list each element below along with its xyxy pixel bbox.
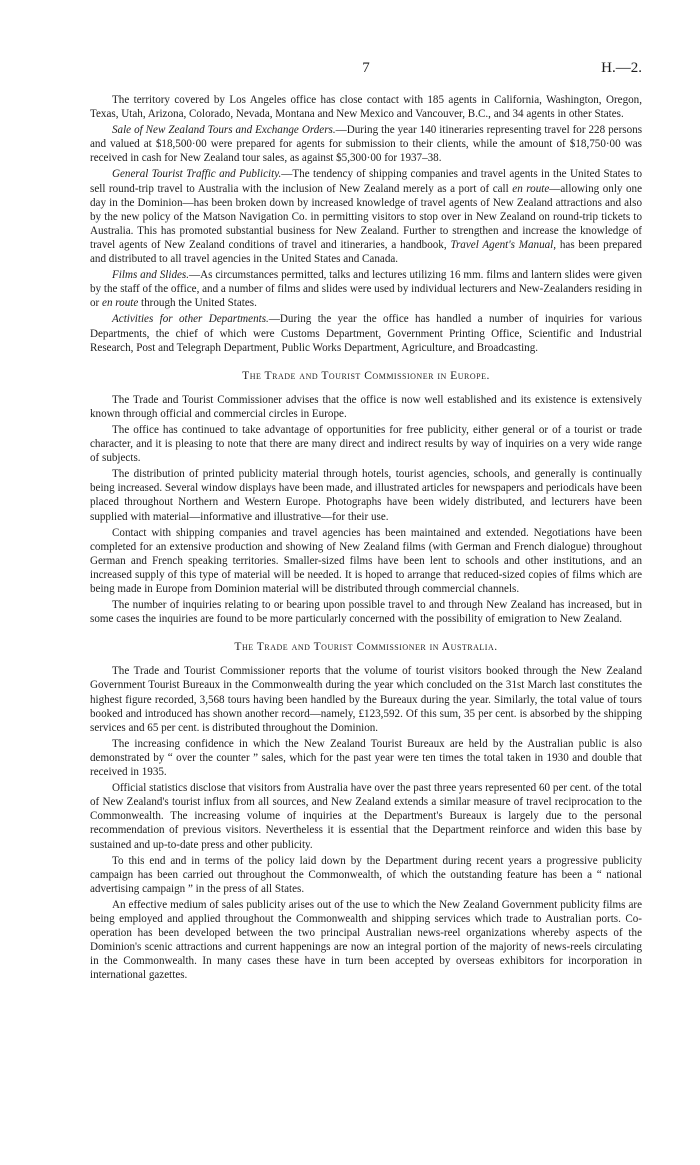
- page-number: 7: [362, 60, 370, 76]
- manual-title: Travel Agent's Manual,: [450, 238, 557, 251]
- paragraph-text: has been prepared and distributed to all travel agencies in the United States and Canada.: [90, 238, 642, 266]
- paragraph-europe-3: The distribution of printed publicity material through hotels, tourist agencies, schools, and generally is continually being increased. Several window displays have been made, and illustrated articles for newspapers and periodicals have been placed throughout Northern and Western Europe. Photographs have been widely distributed, and lecturers have been supplied with material—informative and illustrative—for their use.: [90, 468, 642, 523]
- paragraph-europe-5: The number of inquiries relating to or bearing upon possible travel to and through New Zealand has increased, but in some cases the inquiries are found to be more particularly concerned with the possibility of emigration to New Zealand.: [90, 599, 642, 626]
- paragraph-title: General Tourist Traffic and Publicity.: [112, 168, 282, 181]
- paragraph-europe-2: The office has continued to take advantage of opportunities for free publicity, either general or of a tourist or trade character, and it is pleasing to note that there are many direct and indirect results by way of inquiries on a very wide range of subjects.: [90, 423, 642, 465]
- paragraph-tour-sales: [90, 123, 642, 165]
- paragraph-text: —During the year the office has handled a number of inquiries for various Departments, the chief of which were Customs Department, Government Printing Office, Scientific and Industrial Research, Post and Telegraph Department, Public Works Department, Agriculture, and Broadcasting.: [90, 313, 642, 354]
- paragraph-text: The territory covered by Los Angeles office has close contact with 185 agents in California, Washington, Oregon, Texas, Utah, Arizona, Colorado, Nevada, Montana and New Mexico and Vancouver, B.C., and 34 agents in other States.: [90, 94, 642, 121]
- paragraph-text: through the United States.: [138, 297, 257, 310]
- paragraph-films-slides: [90, 268, 642, 310]
- en-route-term: en route: [102, 297, 139, 310]
- page-header: [90, 60, 642, 80]
- page-body: [90, 93, 642, 984]
- paragraph-australia-3: Official statistics disclose that visitors from Australia have over the past three years represented 60 per cent. of the total of New Zealand's tourist influx from all sources, and New Zealand extends a similar measure of travel reciprocation to the Commonwealth. The increasing volume of inquiries at the Department's Bureaux is largely due to the personal recommendation of previous visitors. Nevertheless it is essential that the Department reinforce and widen this base by sustained and up-to-date press and other publicity.: [90, 782, 642, 851]
- paragraph-title: Films and Slides.: [112, 269, 190, 282]
- paragraph-title: Activities for other Departments.: [112, 313, 269, 326]
- paragraph-australia-5: An effective medium of sales publicity arises out of the use to which the New Zealand Government publicity films are being employed and applied throughout the Commonwealth and shipping services which trade to Australian ports. Co-operation has been developed between the two principal Australian news-reel organizations whereby aspects of the Dominion's scenic attractions and current happenings are now an integral portion of the majority of news-reels circulating in the Commonwealth. In many cases these have in turn been accepted by overseas exhibitors for incorporation in international gazettes.: [90, 898, 642, 982]
- en-route-term: en route: [512, 182, 550, 195]
- paragraph-australia-1: The Trade and Tourist Commissioner reports that the volume of tourist visitors booked through the New Zealand Government Tourist Bureaux in the Commonwealth during the year which concluded on the 31st March last constitutes the highest figure recorded, 3,568 tours having been handled by the Bureaux during the year. Similarly, the total value of tours booked and introduced has shown another record—namely, £123,592. Of this sum, 35 per cent. is absorbed by the shipping services and 65 per cent. is distributed throughout the Dominion.: [90, 665, 642, 734]
- paragraph-tourist-traffic: [90, 167, 642, 266]
- paragraph-text: —As circumstances permitted, talks and lectures utilizing 16 mm. films and lantern slides were given by the staff of the office, and a number of films and slides were used by individual lecturers and New-Zealanders residing in or: [90, 269, 643, 310]
- paragraph-text: —During the year 140 itineraries representing travel for 228 persons and valued at $18,500·00 were prepared for agents for submission to their clients, while the amount of $18,750·00 was received in cash for New Zealand tour sales, as against $5,300·00 for 1937–38.: [90, 124, 643, 165]
- paragraph-text: —The tendency of shipping companies and travel agents in the United States to sell round-trip travel to Australia with the inclusion of New Zealand merely as a port of call: [90, 168, 642, 195]
- paragraph-australia-4: To this end and in terms of the policy laid down by the Department during recent years a progressive publicity campaign has been carried out throughout the Commonwealth, of which the outstanding feature has been a “ national advertising campaign ” in the press of all States.: [90, 854, 642, 895]
- paragraph-other-departments: [90, 312, 642, 354]
- paragraph-australia-2: The increasing confidence in which the New Zealand Tourist Bureaux are held by the Australian public is also demonstrated by “ over the counter ” sales, which for the past year were ten times the total taken in 1930 and double that received in 1935.: [90, 737, 642, 779]
- paragraph-europe-4: Contact with shipping companies and travel agencies has been maintained and extended. Negotiations have been completed for an extensive production and showing of New Zealand films (with German and French dialogue) throughout German and French speaking territories. Smaller-sized films have been lent to schools and other institutions, and an increased supply of this type of material will be needed. It is hoped to arrange that reduced-sized copies of films which are being made in Europe from Dominion material will be distributed through commercial channels.: [90, 526, 642, 595]
- section-heading-australia: The Trade and Tourist Commissioner in Australia.: [234, 640, 498, 654]
- report-code: H.—2.: [601, 60, 642, 76]
- paragraph-europe-1: The Trade and Tourist Commissioner advises that the office is now well established and its existence is extensively known through official and commercial circles in Europe.: [90, 393, 642, 420]
- paragraph-text: —allowing only one day in the Dominion—has been broken down by increased knowledge of travel agents of New Zealand attractions and also by the new policy of the Matson Navigation Co. in permitting visitors to stop over in New Zealand on round-trip tickets to Australia. This has promoted substantial business for New Zealand. Further to strengthen and increase the knowledge of travel agents of New Zealand conditions of travel and itineraries, a handbook,: [90, 182, 642, 251]
- paragraph-title: Sale of New Zealand Tours and Exchange Orders.: [112, 124, 336, 137]
- paragraph-territory: [90, 93, 642, 121]
- section-heading-europe: The Trade and Tourist Commissioner in Europe.: [242, 368, 490, 382]
